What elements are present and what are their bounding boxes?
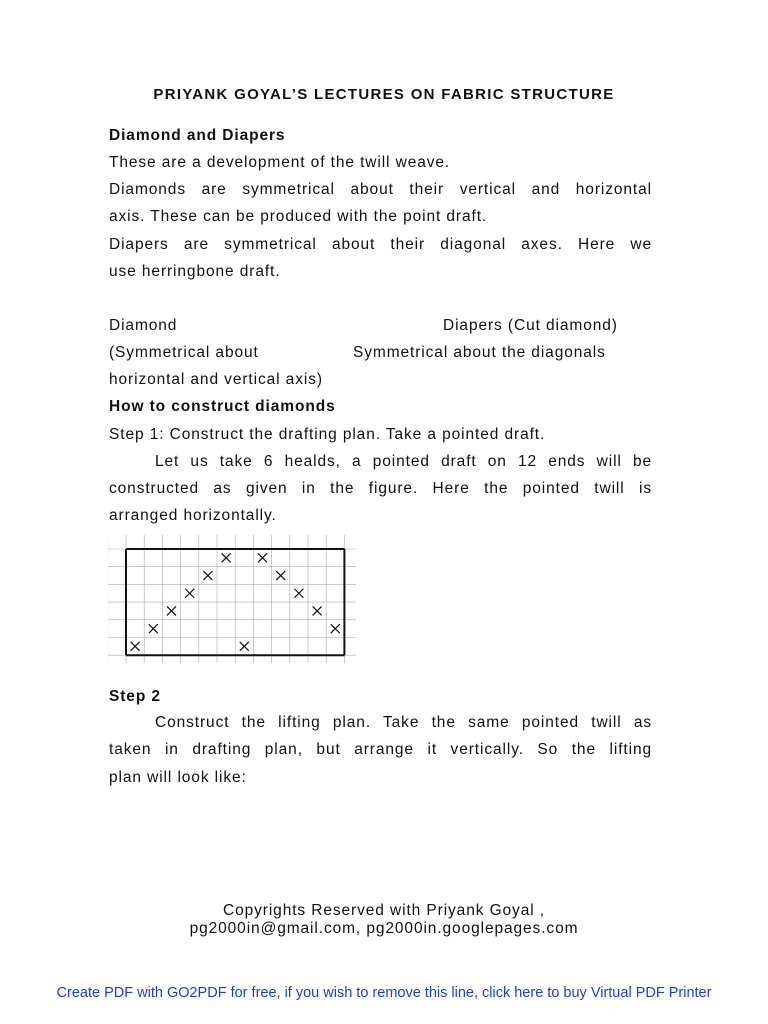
draft-mark-x <box>203 571 212 580</box>
step1-line-2: Let us take 6 healds, a pointed draft on 12 ends will be <box>155 453 652 470</box>
step1-line-1: Step 1: Construct the drafting plan. Take a pointed draft. <box>109 426 546 443</box>
copyright-line-1: Copyrights Reserved with Priyank Goyal , <box>222 902 545 919</box>
go2pdf-banner-link[interactable]: Create PDF with GO2PDF for free, if you wish to remove this line, click here to buy Virtual PDF Printer <box>56 985 712 1001</box>
para-line-5: use herringbone draft. <box>109 263 281 280</box>
step1-line-3: constructed as given in the figure. Here the pointed twill is <box>109 480 652 497</box>
draft-mark-x <box>331 624 340 633</box>
para-line-3: axis. These can be produced with the point draft. <box>109 208 488 225</box>
step2-line-3: plan will look like: <box>109 769 247 786</box>
compare-diapers-desc: Symmetrical about the diagonals <box>353 344 606 361</box>
step2-heading: Step 2 <box>109 688 161 705</box>
draft-mark-x <box>294 589 303 598</box>
drafting-plan-figure <box>108 533 358 665</box>
compare-diamond-desc-2: horizontal and vertical axis) <box>109 371 323 388</box>
compare-diapers: Diapers (Cut diamond) <box>443 317 618 334</box>
draft-mark-x <box>240 642 249 651</box>
draft-mark-x <box>313 606 322 615</box>
draft-mark-x <box>185 589 194 598</box>
section-heading-construct-diamonds: How to construct diamonds <box>109 398 336 415</box>
draft-mark-x <box>131 642 140 651</box>
para-line-1: These are a development of the twill weave. <box>109 154 451 171</box>
draft-mark-x <box>222 553 231 562</box>
para-line-4: Diapers are symmetrical about their diagonal axes. Here we <box>109 236 652 253</box>
copyright-line-2: pg2000in@gmail.com, pg2000in.googlepages.com <box>189 920 579 937</box>
step2-line-1: Construct the lifting plan. Take the same pointed twill as <box>155 714 652 731</box>
compare-diamond-desc-1: (Symmetrical about <box>109 344 259 361</box>
draft-mark-x <box>258 553 267 562</box>
page-title: PRIYANK GOYAL’S LECTURES ON FABRIC STRUCTURE <box>153 86 615 103</box>
section-heading-diamond-diapers: Diamond and Diapers <box>109 127 286 144</box>
draft-mark-x <box>149 624 158 633</box>
para-line-2: Diamonds are symmetrical about their vertical and horizontal <box>109 181 652 198</box>
draft-mark-x <box>167 606 176 615</box>
drafting-plan-grid <box>108 533 358 665</box>
draft-mark-x <box>276 571 285 580</box>
step1-line-4: arranged horizontally. <box>109 507 277 524</box>
step2-line-2: taken in drafting plan, but arrange it vertically. So the lifting <box>109 741 652 758</box>
compare-diamond: Diamond <box>109 317 178 334</box>
